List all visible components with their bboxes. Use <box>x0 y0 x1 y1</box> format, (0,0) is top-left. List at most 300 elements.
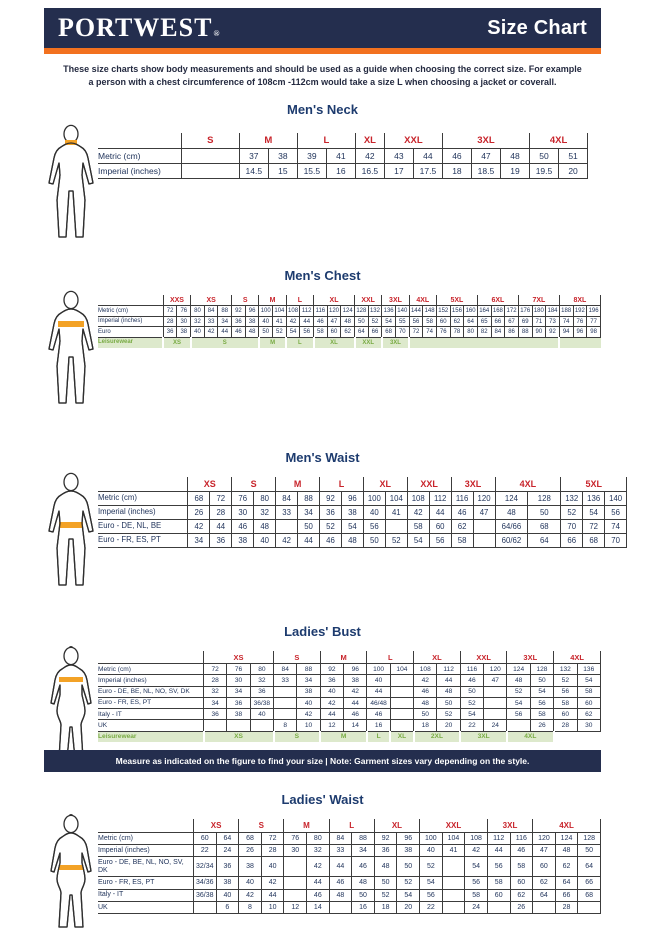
size-cell: 128 <box>530 664 553 675</box>
size-cell: 48 <box>437 686 460 697</box>
leisure-size-cell <box>559 337 600 347</box>
size-cell: 28 <box>163 316 177 327</box>
size-group-header: 6XL <box>477 295 518 306</box>
size-cell: 80 <box>307 832 330 844</box>
row-label: Metric (cm) <box>98 306 163 317</box>
size-cell: 34 <box>204 697 227 708</box>
size-cell: 100 <box>363 492 385 506</box>
size-cell: 36 <box>216 857 239 877</box>
leisure-size-cell: XS <box>204 731 274 742</box>
size-cell <box>329 901 352 913</box>
size-group-header: XXL <box>355 295 382 306</box>
row-label: UK <box>98 720 204 731</box>
size-cell: 60 <box>429 520 451 534</box>
leisure-size-cell: M <box>259 337 286 347</box>
intro-text <box>44 63 601 88</box>
row-label: Metric (cm) <box>98 664 204 675</box>
size-cell: 36 <box>204 709 227 720</box>
size-cell: 40 <box>254 534 276 548</box>
size-cell <box>284 877 307 889</box>
size-cell <box>274 686 297 697</box>
size-cell: 50 <box>529 149 558 164</box>
female-bust-figure-icon <box>44 647 98 760</box>
size-cell: 16.5 <box>355 164 384 179</box>
size-cell: 38 <box>341 506 363 520</box>
size-cell: 46 <box>510 845 533 857</box>
row-label: Imperial (inches) <box>98 506 188 520</box>
size-cell: 17 <box>384 164 413 179</box>
row-label: Leisurewear <box>98 731 204 742</box>
footer-text: Measure as indicated on the figure to find your size | Note: Garment sizes vary depending on the style. <box>115 756 530 766</box>
size-cell: 14 <box>344 720 367 731</box>
size-cell: 56 <box>409 316 423 327</box>
measurement-row <box>98 534 627 548</box>
size-cell: 47 <box>484 675 507 686</box>
size-cell: 28 <box>554 720 577 731</box>
section-body <box>44 125 601 238</box>
size-cell: 12 <box>320 720 343 731</box>
size-cell: 62 <box>341 327 355 338</box>
size-group-header: XL <box>414 651 461 664</box>
size-cell: 54 <box>583 506 605 520</box>
size-cell: 132 <box>561 492 583 506</box>
size-cell <box>533 901 556 913</box>
size-table <box>98 651 601 742</box>
size-cell: 38 <box>216 877 239 889</box>
size-group-header: L <box>297 133 355 149</box>
size-cell: 112 <box>487 832 510 844</box>
size-group-header: S <box>232 295 259 306</box>
size-cell: 50 <box>530 675 553 686</box>
size-cell: 46 <box>442 149 471 164</box>
size-cell: 42 <box>355 149 384 164</box>
row-label: UK <box>98 901 193 913</box>
section-title: Ladies' Waist <box>281 792 364 808</box>
measurement-row <box>98 832 601 844</box>
size-cell: 36 <box>163 327 177 338</box>
size-cell: 39 <box>297 149 326 164</box>
size-cell: 60 <box>436 316 450 327</box>
size-cell: 33 <box>204 316 218 327</box>
size-table-wrap <box>98 473 627 548</box>
measurement-row <box>98 306 601 317</box>
size-cell: 188 <box>559 306 573 317</box>
leisure-size-cell: 3XL <box>460 731 507 742</box>
size-cell: 42 <box>320 697 343 708</box>
size-cell: 14.5 <box>239 164 268 179</box>
size-cell: 180 <box>532 306 546 317</box>
size-group-header: XXL <box>407 477 451 492</box>
size-cell: 100 <box>367 664 390 675</box>
size-cell: 60 <box>510 877 533 889</box>
size-cell: 44 <box>218 327 232 338</box>
size-cell: 38 <box>397 845 420 857</box>
size-cell: 64 <box>578 857 601 877</box>
size-cell: 60 <box>554 709 577 720</box>
size-cell: 52 <box>460 697 483 708</box>
size-cell: 184 <box>546 306 560 317</box>
size-cell: 50 <box>363 534 385 548</box>
size-cell: 22 <box>420 901 443 913</box>
size-cell: 104 <box>442 832 465 844</box>
size-cell: 16 <box>326 164 355 179</box>
size-group-header: XS <box>204 651 274 664</box>
size-cell: 72 <box>583 520 605 534</box>
leisure-size-cell: 2XL <box>414 731 461 742</box>
size-cell: 66 <box>555 889 578 901</box>
size-cell: 196 <box>587 306 601 317</box>
size-cell: 58 <box>554 697 577 708</box>
row-label: Italy - IT <box>98 889 193 901</box>
size-cell: 56 <box>530 697 553 708</box>
section-mens-neck <box>44 102 601 238</box>
size-group-header: 4XL <box>554 651 601 664</box>
size-cell: 42 <box>307 857 330 877</box>
size-cell: 44 <box>298 534 320 548</box>
size-cell: 33 <box>329 845 352 857</box>
size-cell: 104 <box>273 306 287 317</box>
size-cell: 50 <box>298 520 320 534</box>
size-group-header: 3XL <box>382 295 409 306</box>
size-cell: 36 <box>320 675 343 686</box>
size-cell: 120 <box>473 492 495 506</box>
size-cell: 24 <box>484 720 507 731</box>
size-cell: 18 <box>374 901 397 913</box>
size-group-header: XXL <box>420 819 488 832</box>
size-cell: 40 <box>191 327 205 338</box>
size-cell: 22 <box>193 845 216 857</box>
size-cell: 176 <box>518 306 532 317</box>
size-cell <box>390 697 413 708</box>
section-ladies-bust <box>44 624 601 760</box>
size-cell: 72 <box>204 664 227 675</box>
size-cell: 38 <box>239 857 262 877</box>
sections-container <box>44 102 623 928</box>
size-cell: 52 <box>554 675 577 686</box>
size-cell: 94 <box>559 327 573 338</box>
size-cell: 92 <box>320 664 343 675</box>
size-cell: 42 <box>239 889 262 901</box>
size-cell: 46 <box>329 877 352 889</box>
size-cell: 50 <box>397 857 420 877</box>
size-cell: 152 <box>436 306 450 317</box>
size-cell: 42 <box>204 327 218 338</box>
size-cell: 128 <box>578 832 601 844</box>
size-cell: 56 <box>605 506 627 520</box>
size-cell: 52 <box>374 889 397 901</box>
size-cell: 90 <box>532 327 546 338</box>
size-group-header: XL <box>363 477 407 492</box>
size-cell: 10 <box>261 901 284 913</box>
size-cell: 50 <box>259 327 273 338</box>
measurement-row <box>98 845 601 857</box>
size-header-row <box>98 295 601 306</box>
size-cell: 52 <box>420 857 443 877</box>
size-group-header: S <box>232 477 276 492</box>
size-cell: 36 <box>227 697 250 708</box>
section-title: Ladies' Bust <box>284 624 361 640</box>
size-cell: 92 <box>320 492 342 506</box>
header-label-cell <box>98 295 163 306</box>
section-body <box>44 815 601 928</box>
row-label: Euro - FR, ES, PT <box>98 534 188 548</box>
size-cell <box>507 720 530 731</box>
page-title: Size Chart <box>487 16 587 39</box>
size-table <box>98 295 601 347</box>
size-cell: 136 <box>577 664 601 675</box>
size-cell: 48 <box>329 889 352 901</box>
size-cell: 84 <box>204 306 218 317</box>
size-cell: 46 <box>460 675 483 686</box>
size-cell: 48 <box>254 520 276 534</box>
size-cell <box>274 709 297 720</box>
size-group-header: 3XL <box>451 477 495 492</box>
size-cell: 26 <box>239 845 262 857</box>
size-cell <box>181 149 239 164</box>
size-cell: 51 <box>558 149 587 164</box>
size-cell: 116 <box>314 306 328 317</box>
size-cell: 50 <box>578 845 601 857</box>
row-label: Imperial (inches) <box>98 675 204 686</box>
size-cell: 48 <box>495 506 528 520</box>
leisure-size-cell: S <box>191 337 259 347</box>
size-cell: 69 <box>518 316 532 327</box>
size-cell: 104 <box>390 664 413 675</box>
size-cell: 34/36 <box>193 877 216 889</box>
size-group-header: S <box>181 133 239 149</box>
size-cell: 44 <box>487 845 510 857</box>
size-group-header: M <box>259 295 286 306</box>
measurement-row <box>98 857 601 877</box>
footer <box>44 750 601 772</box>
size-cell: 28 <box>555 901 578 913</box>
size-cell: 52 <box>437 709 460 720</box>
size-cell: 132 <box>368 306 382 317</box>
section-mens-chest <box>44 268 601 404</box>
size-group-header: 7XL <box>518 295 559 306</box>
size-cell: 82 <box>477 327 491 338</box>
size-cell: 72 <box>163 306 177 317</box>
size-cell <box>473 520 495 534</box>
leisure-size-cell: S <box>274 731 321 742</box>
size-cell: 40 <box>259 316 273 327</box>
size-cell: 41 <box>385 506 407 520</box>
size-cell: 96 <box>341 492 363 506</box>
size-cell: 6 <box>216 901 239 913</box>
size-cell: 8 <box>274 720 297 731</box>
size-cell: 88 <box>298 492 320 506</box>
size-cell: 60 <box>533 857 556 877</box>
measurement-row <box>98 720 601 731</box>
size-cell: 60 <box>577 697 601 708</box>
female-waist-figure-icon <box>44 815 98 928</box>
size-cell: 38 <box>297 686 320 697</box>
size-table <box>98 133 588 179</box>
size-cell: 48 <box>555 845 578 857</box>
size-cell: 140 <box>605 492 627 506</box>
size-cell: 120 <box>484 664 507 675</box>
size-cell: 70 <box>605 534 627 548</box>
size-cell: 52 <box>320 520 342 534</box>
size-cell: 62 <box>555 857 578 877</box>
size-group-header: XXS <box>163 295 190 306</box>
size-cell: 32/34 <box>193 857 216 877</box>
size-cell: 52 <box>273 327 287 338</box>
size-cell: 40 <box>297 697 320 708</box>
male-chest-figure-icon <box>44 291 98 404</box>
size-cell: 72 <box>261 832 284 844</box>
size-group-header: S <box>274 651 321 664</box>
size-cell: 50 <box>528 506 561 520</box>
size-cell: 160 <box>464 306 478 317</box>
size-cell: 44 <box>429 506 451 520</box>
size-group-header: XL <box>314 295 355 306</box>
size-cell: 48 <box>341 534 363 548</box>
size-cell: 64/66 <box>495 520 528 534</box>
size-table-wrap <box>98 815 601 914</box>
size-table-wrap <box>98 647 601 742</box>
size-cell: 42 <box>276 534 298 548</box>
size-cell: 128 <box>355 306 369 317</box>
size-cell: 58 <box>530 709 553 720</box>
header-label-cell <box>98 819 193 832</box>
size-cell: 44 <box>329 857 352 877</box>
size-cell: 66 <box>491 316 505 327</box>
size-cell <box>473 534 495 548</box>
size-cell: 71 <box>532 316 546 327</box>
size-cell: 48 <box>507 675 530 686</box>
size-cell: 34 <box>297 675 320 686</box>
size-cell: 62 <box>451 520 473 534</box>
size-cell: 50 <box>437 697 460 708</box>
size-cell: 65 <box>477 316 491 327</box>
size-cell: 36 <box>320 506 342 520</box>
size-cell: 60/62 <box>495 534 528 548</box>
leisure-size-cell: XL <box>314 337 355 347</box>
size-cell <box>484 709 507 720</box>
size-cell: 36/38 <box>250 697 273 708</box>
size-cell: 20 <box>558 164 587 179</box>
size-cell: 40 <box>367 675 390 686</box>
size-cell: 44 <box>437 675 460 686</box>
size-cell: 68 <box>578 889 601 901</box>
size-cell: 88 <box>518 327 532 338</box>
size-cell: 128 <box>528 492 561 506</box>
size-cell: 30 <box>232 506 254 520</box>
size-cell: 80 <box>464 327 478 338</box>
size-cell: 112 <box>300 306 314 317</box>
leisure-size-cell <box>554 731 601 742</box>
size-cell: 42 <box>188 520 210 534</box>
size-cell: 32 <box>307 845 330 857</box>
size-group-header: L <box>320 477 364 492</box>
size-cell: 84 <box>276 492 298 506</box>
size-table-wrap <box>98 125 588 179</box>
size-cell: 37 <box>239 149 268 164</box>
size-cell: 48 <box>341 316 355 327</box>
size-cell: 44 <box>261 889 284 901</box>
size-cell: 10 <box>297 720 320 731</box>
size-cell: 18.5 <box>471 164 500 179</box>
size-cell: 67 <box>505 316 519 327</box>
size-cell: 33 <box>276 506 298 520</box>
size-cell: 42 <box>344 686 367 697</box>
size-cell <box>484 686 507 697</box>
size-cell: 24 <box>465 901 488 913</box>
size-cell: 66 <box>368 327 382 338</box>
size-cell: 80 <box>250 664 273 675</box>
size-cell: 62 <box>450 316 464 327</box>
size-cell: 72 <box>409 327 423 338</box>
size-cell: 41 <box>326 149 355 164</box>
size-cell: 52 <box>385 534 407 548</box>
size-cell: 96 <box>573 327 587 338</box>
size-cell: 47 <box>471 149 500 164</box>
size-cell: 72 <box>210 492 232 506</box>
size-cell: 46 <box>352 857 375 877</box>
size-cell: 44 <box>367 686 390 697</box>
size-cell: 76 <box>436 327 450 338</box>
size-cell <box>442 889 465 901</box>
row-label: Metric (cm) <box>98 492 188 506</box>
size-cell: 120 <box>327 306 341 317</box>
size-group-header: M <box>320 651 367 664</box>
size-cell: 32 <box>204 686 227 697</box>
size-group-header: XS <box>188 477 232 492</box>
size-cell: 64 <box>216 832 239 844</box>
size-cell: 56 <box>300 327 314 338</box>
size-cell: 64 <box>555 877 578 889</box>
size-cell: 116 <box>451 492 473 506</box>
size-cell <box>204 720 227 731</box>
size-cell: 68 <box>528 520 561 534</box>
size-cell: 41 <box>442 845 465 857</box>
size-cell: 192 <box>573 306 587 317</box>
size-cell: 50 <box>352 889 375 901</box>
leisure-size-cell <box>409 337 559 347</box>
size-cell: 74 <box>605 520 627 534</box>
size-cell: 40 <box>216 889 239 901</box>
size-cell: 100 <box>259 306 273 317</box>
size-cell: 68 <box>239 832 262 844</box>
size-cell: 56 <box>554 686 577 697</box>
size-group-header: XS <box>193 819 238 832</box>
portwest-logo <box>58 15 220 41</box>
size-group-header: 4XL <box>495 477 561 492</box>
size-cell: 40 <box>250 709 273 720</box>
size-cell: 120 <box>533 832 556 844</box>
size-cell: 108 <box>465 832 488 844</box>
measurement-row <box>98 889 601 901</box>
row-label: Euro <box>98 327 163 338</box>
size-group-header: M <box>239 133 297 149</box>
intro-line-2: a person with a chest circumference of 108cm -112cm would take a size L when choosing a jacket or coverall. <box>88 76 557 87</box>
size-cell: 58 <box>423 316 437 327</box>
size-cell: 74 <box>423 327 437 338</box>
size-cell: 15.5 <box>297 164 326 179</box>
size-cell: 70 <box>561 520 583 534</box>
size-cell: 42 <box>407 506 429 520</box>
size-cell: 68 <box>382 327 396 338</box>
size-group-header: L <box>367 651 414 664</box>
size-cell: 20 <box>397 901 420 913</box>
logo-text: PORTWEST <box>58 13 213 42</box>
leisure-size-cell: XL <box>390 731 413 742</box>
size-cell: 33 <box>274 675 297 686</box>
size-cell: 62 <box>577 709 601 720</box>
size-group-header: S <box>239 819 284 832</box>
section-ladies-waist <box>44 792 601 928</box>
